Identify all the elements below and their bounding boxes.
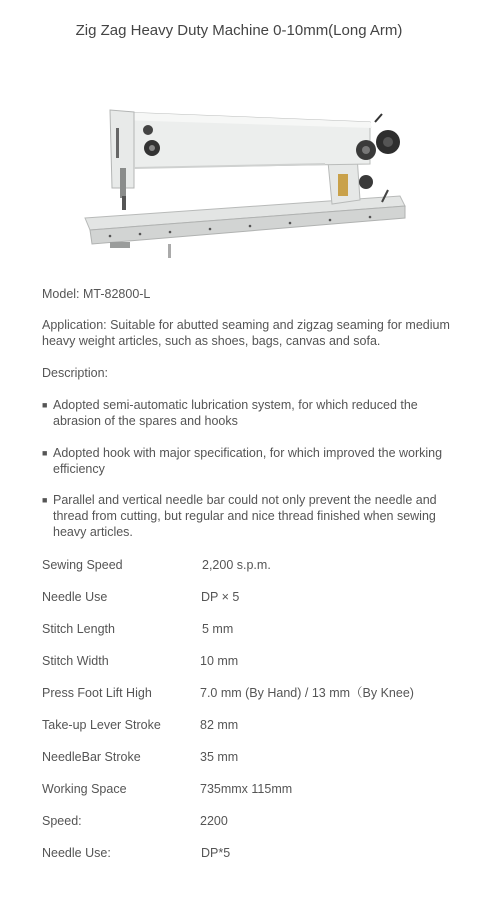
spec-row — [42, 557, 462, 573]
description-heading: Description: — [42, 366, 108, 380]
bullet-marker: ■ — [42, 495, 48, 505]
description-bullet — [42, 492, 462, 540]
spec-value: 7.0 mm (By Hand) / 13 mm（By Knee) — [200, 686, 414, 700]
description-bullet — [42, 397, 462, 429]
page-title: Zig Zag Heavy Duty Machine 0-10mm(Long Arm) — [75, 22, 403, 39]
spec-label: Needle Use — [42, 590, 108, 604]
spec-label: Press Foot Lift High — [42, 686, 152, 700]
spec-value: 35 mm — [200, 750, 239, 764]
spec-value: 5 mm — [202, 622, 234, 636]
spec-row — [42, 653, 462, 669]
spec-row — [42, 781, 462, 797]
spec-label: Sewing Speed — [42, 558, 123, 572]
spec-value: DP × 5 — [201, 590, 240, 604]
spec-value: DP*5 — [201, 846, 231, 860]
application-text: Application: Suitable for abutted seaming and zigzag seaming for medium heavy weight articles, such as shoes, bags, canvas and sofa. — [42, 318, 450, 348]
spec-row — [42, 749, 462, 765]
spec-row — [42, 621, 462, 637]
bullet-text: Adopted hook with major specification, for which improved the working efficiency — [53, 446, 443, 476]
bullet-text: Parallel and vertical needle bar could not only prevent the needle and thread from cutting, but regular and nice thread finished when sewing heavy articles. — [53, 493, 437, 539]
spec-label: Speed: — [42, 814, 82, 828]
spec-label: Stitch Width — [42, 654, 109, 668]
description-bullet — [42, 445, 462, 477]
spec-label: Working Space — [42, 782, 127, 796]
model-text: Model: MT-82800-L — [42, 287, 151, 301]
spec-value: 735mmx 115mm — [200, 782, 293, 796]
spec-row — [42, 845, 462, 861]
spec-value: 82 mm — [200, 718, 239, 732]
spec-row — [42, 685, 462, 701]
bullet-text: Adopted semi-automatic lubrication system, for which reduced the abrasion of the spares and hooks — [53, 398, 418, 428]
bullet-marker: ■ — [42, 400, 48, 410]
bullet-marker: ■ — [42, 448, 48, 458]
sewing-machine-image — [70, 78, 415, 278]
spec-row — [42, 813, 462, 829]
spec-label: Take-up Lever Stroke — [42, 718, 161, 732]
spec-value: 2200 — [200, 814, 228, 828]
spec-row — [42, 717, 462, 733]
spec-row — [42, 589, 462, 605]
spec-label: Stitch Length — [42, 622, 115, 636]
spec-label: NeedleBar Stroke — [42, 750, 141, 764]
spec-value: 10 mm — [200, 654, 239, 668]
spec-label: Needle Use: — [42, 846, 111, 860]
spec-value: 2,200 s.p.m. — [202, 558, 271, 572]
